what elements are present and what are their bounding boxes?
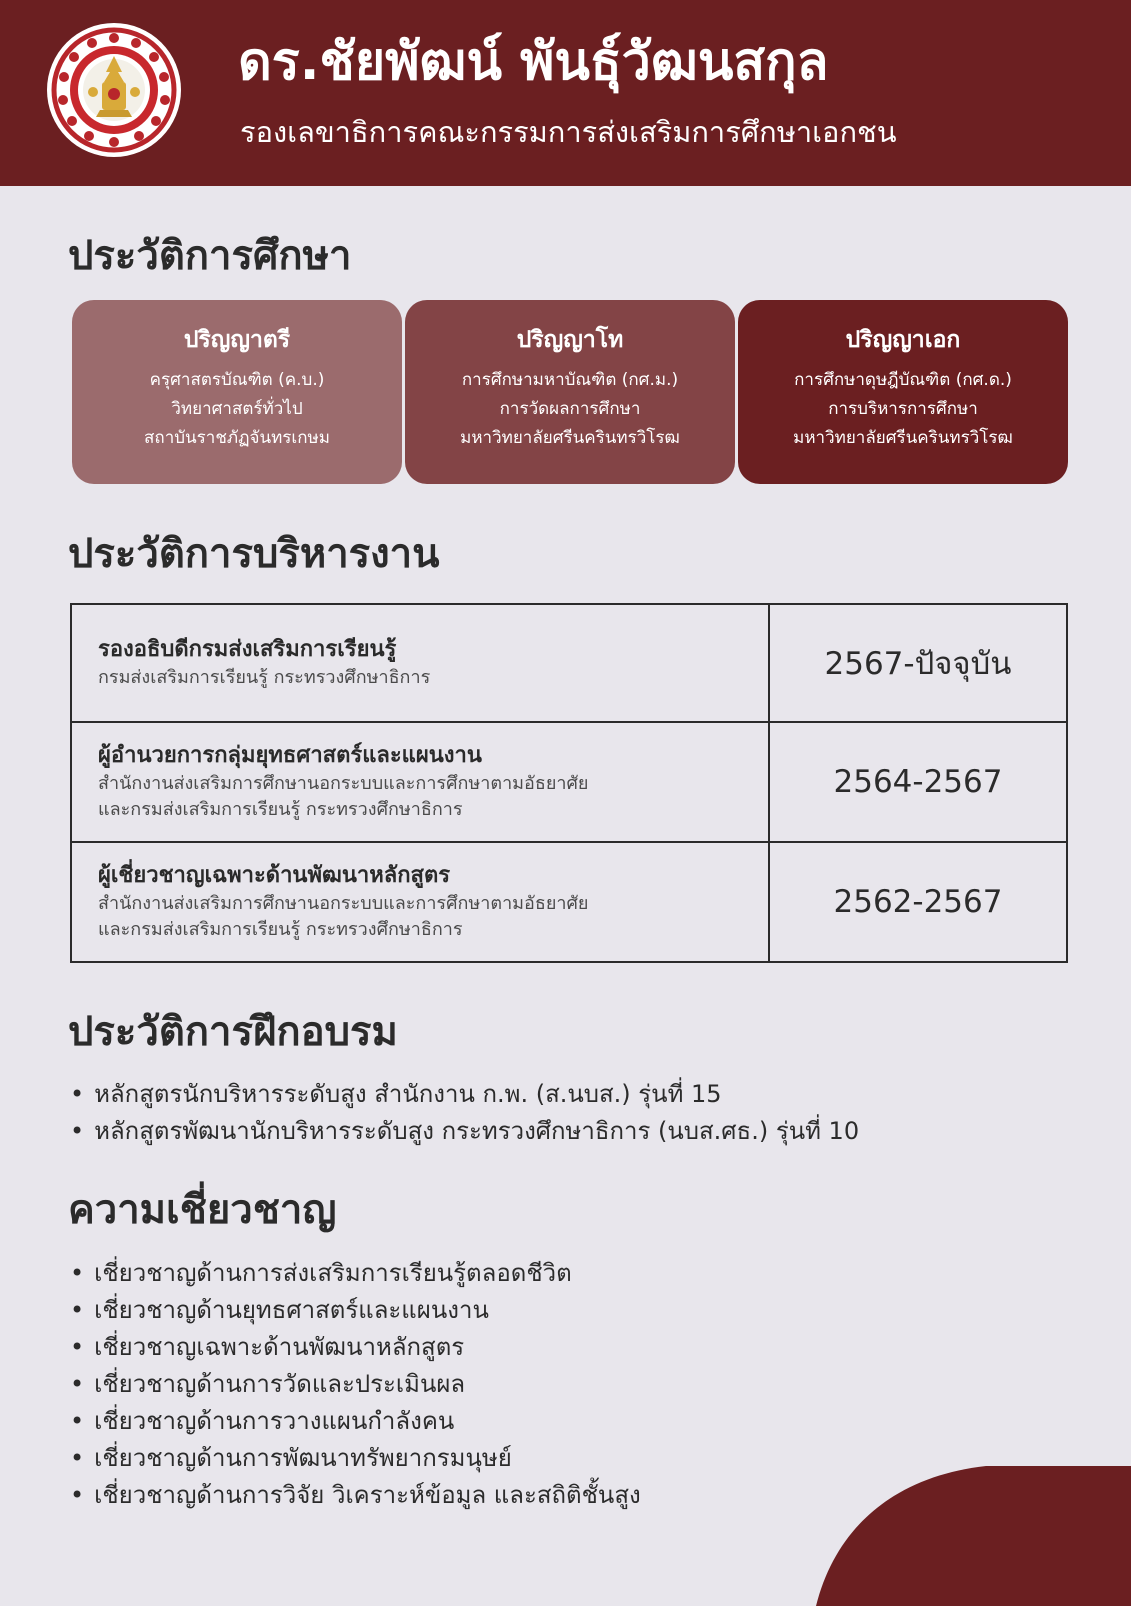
table-row <box>71 722 1067 842</box>
table-row <box>71 604 1067 722</box>
list-item: • เชี่ยวชาญด้านการวางแผนกำลังคน <box>70 1403 641 1440</box>
list-item: • หลักสูตรนักบริหารระดับสูง สำนักงาน ก.พ. (ส.นบส.) รุ่นที่ 15 <box>70 1076 859 1113</box>
role-organization: สำนักงานส่งเสริมการศึกษานอกระบบและการศึกษาตามอัธยาศัย <box>98 773 589 794</box>
role-organization-line2: และกรมส่งเสริมการเรียนรู้ กระทรวงศึกษาธิการ <box>98 799 463 820</box>
training-list <box>70 1076 859 1150</box>
role-years: 2564-2567 <box>769 722 1067 842</box>
role-organization: สำนักงานส่งเสริมการศึกษานอกระบบและการศึกษาตามอัธยาศัย <box>98 893 589 914</box>
degree-name: การศึกษาดุษฎีบัณฑิต (กศ.ด.) <box>794 370 1012 390</box>
degree-name: ครุศาสตรบัณฑิต (ค.บ.) <box>149 370 325 390</box>
education-card-bachelor <box>72 300 402 484</box>
ministry-seal-icon <box>46 22 182 158</box>
list-item: • เชี่ยวชาญด้านการวัดและประเมินผล <box>70 1366 641 1403</box>
administration-title: ประวัติการบริหารงาน <box>68 531 440 577</box>
education-title: ประวัติการศึกษา <box>68 233 352 279</box>
list-item: • เชี่ยวชาญด้านการพัฒนาทรัพยากรมนุษย์ <box>70 1440 641 1477</box>
corner-decoration <box>816 1466 1131 1606</box>
role-years: 2562-2567 <box>769 842 1067 962</box>
role-cell <box>71 604 769 722</box>
list-item: • เชี่ยวชาญด้านยุทธศาสตร์และแผนงาน <box>70 1292 641 1329</box>
degree-institution: มหาวิทยาลัยศรีนครินทรวิโรฒ <box>793 428 1013 448</box>
person-name: ดร.ชัยพัฒน์ พันธุ์วัฒนสกุล <box>238 32 829 92</box>
degree-institution: มหาวิทยาลัยศรีนครินทรวิโรฒ <box>460 428 680 448</box>
education-card-doctorate <box>738 300 1068 484</box>
degree-field: วิทยาศาสตร์ทั่วไป <box>171 399 303 419</box>
role-cell <box>71 842 769 962</box>
role-organization-line2: และกรมส่งเสริมการเรียนรู้ กระทรวงศึกษาธิการ <box>98 919 463 940</box>
education-card-master <box>405 300 735 484</box>
role-cell <box>71 722 769 842</box>
expertise-list <box>70 1255 641 1514</box>
degree-institution: สถาบันราชภัฏจันทรเกษม <box>144 428 330 448</box>
role-title: รองอธิบดีกรมส่งเสริมการเรียนรู้ <box>98 637 397 662</box>
list-item: • เชี่ยวชาญด้านการวิจัย วิเคราะห์ข้อมูล และสถิติชั้นสูง <box>70 1477 641 1514</box>
expertise-title: ความเชี่ยวชาญ <box>68 1187 337 1233</box>
degree-field: การวัดผลการศึกษา <box>499 399 641 419</box>
training-title: ประวัติการฝึกอบรม <box>68 1009 398 1055</box>
role-organization: กรมส่งเสริมการเรียนรู้ กระทรวงศึกษาธิการ <box>98 667 431 688</box>
role-years: 2567-ปัจจุบัน <box>769 604 1067 722</box>
degree-field: การบริหารการศึกษา <box>828 399 978 419</box>
degree-level: ปริญญาเอก <box>845 327 961 353</box>
person-position: รองเลขาธิการคณะกรรมการส่งเสริมการศึกษาเอกชน <box>240 115 897 149</box>
degree-name: การศึกษามหาบัณฑิต (กศ.ม.) <box>461 370 679 390</box>
degree-level: ปริญญาโท <box>516 327 624 353</box>
degree-level: ปริญญาตรี <box>183 327 291 353</box>
role-title: ผู้อำนวยการกลุ่มยุทธศาสตร์และแผนงาน <box>98 743 482 768</box>
list-item: • เชี่ยวชาญเฉพาะด้านพัฒนาหลักสูตร <box>70 1329 641 1366</box>
administration-table <box>70 603 1068 963</box>
role-title: ผู้เชี่ยวชาญเฉพาะด้านพัฒนาหลักสูตร <box>98 863 451 888</box>
header-banner <box>0 0 1131 186</box>
list-item: • เชี่ยวชาญด้านการส่งเสริมการเรียนรู้ตลอดชีวิต <box>70 1255 641 1292</box>
table-row <box>71 842 1067 962</box>
list-item: • หลักสูตรพัฒนานักบริหารระดับสูง กระทรวงศึกษาธิการ (นบส.ศธ.) รุ่นที่ 10 <box>70 1113 859 1150</box>
